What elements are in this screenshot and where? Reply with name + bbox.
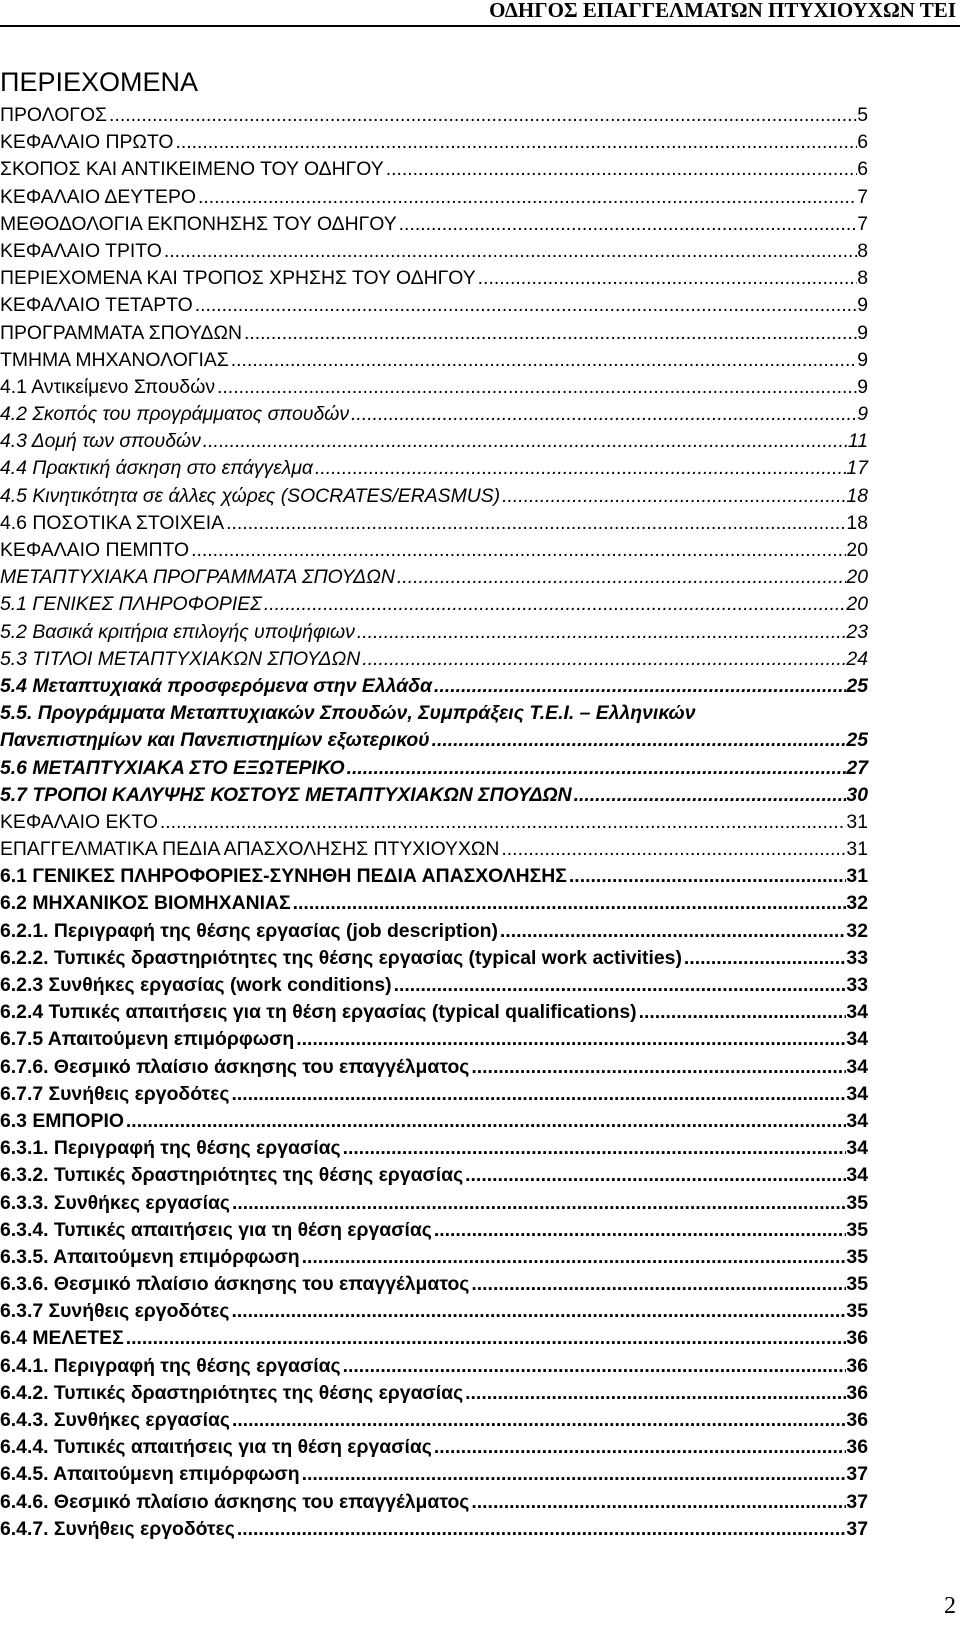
toc-entry-page: 34	[846, 1109, 868, 1132]
toc-entry-page: 32	[846, 919, 868, 942]
toc-entry[interactable]	[0, 809, 868, 836]
toc-entry-page: 7	[857, 212, 868, 235]
toc-entry[interactable]	[0, 1298, 868, 1325]
toc-entry-page: 11	[847, 430, 868, 453]
toc-entry-page: 34	[846, 1082, 868, 1105]
toc-entry[interactable]	[0, 184, 868, 211]
toc-entry-label: 4.5 Κινητικότητα σε άλλες χώρες (SOCRATES/ERASMUS)	[0, 484, 501, 507]
toc-entry-label: 6.7.5 Απαιτούμενη επιμόρφωση	[0, 1028, 295, 1051]
toc-entry-page: 8	[857, 267, 868, 290]
toc-entry[interactable]	[0, 129, 868, 156]
toc-entry[interactable]	[0, 347, 868, 374]
toc-leader-dots	[229, 1298, 846, 1325]
toc-leader-dots	[500, 483, 846, 510]
toc-leader-dots	[360, 646, 846, 673]
toc-entry[interactable]	[0, 1135, 868, 1162]
toc-entry-label: ΕΠΑΓΓΕΛΜΑΤΙΚΑ ΠΕΔΙΑ ΑΠΑΣΧΟΛΗΣΗΣ ΠΤΥΧΙΟΥΧΩΝ	[0, 838, 500, 861]
toc-entry-page: 20	[846, 593, 868, 616]
toc-entry-page: 35	[846, 1191, 868, 1214]
toc-entry-page: 37	[846, 1463, 868, 1486]
toc-entry-label: ΣΚΟΠΟΣ ΚΑΙ ΑΝΤΙΚΕΙΜΕΝΟ ΤΟΥ ΟΔΗΓΟΥ	[0, 158, 384, 181]
toc-leader-dots	[189, 537, 846, 564]
toc-entry[interactable]	[0, 999, 868, 1026]
toc-entry-label: 6.3.4. Τυπικές απαιτήσεις για τη θέση εργασίας	[0, 1218, 432, 1241]
toc-entry-label: 5.4 Μεταπτυχιακά προσφερόμενα στην Ελλάδα	[0, 674, 433, 697]
toc-entry[interactable]	[0, 1244, 868, 1271]
toc-entry[interactable]	[0, 455, 868, 482]
toc-entry-page: 9	[857, 321, 868, 344]
toc-entry-label: 5.7 ΤΡΟΠΟΙ ΚΑΛΥΨΗΣ ΚΟΣΤΟΥΣ ΜΕΤΑΠΤΥΧΙΑΚΩΝ ΣΠΟΥΔΩΝ	[0, 783, 572, 806]
toc-entry[interactable]	[0, 537, 868, 564]
toc-leader-dots	[498, 918, 847, 945]
toc-entry[interactable]	[0, 1489, 868, 1516]
toc-entry-page: 34	[846, 1137, 868, 1160]
toc-entry-page: 6	[857, 158, 868, 181]
toc-entry-page: 31	[846, 810, 868, 833]
toc-entry[interactable]	[0, 673, 868, 700]
toc-leader-dots	[158, 809, 847, 836]
toc-leader-dots	[235, 1516, 847, 1543]
toc-leader-dots	[463, 1380, 846, 1407]
toc-entry-label: 5.3 ΤΙΤΛΟΙ ΜΕΤΑΠΤΥΧΙΑΚΩΝ ΣΠΟΥΔΩΝ	[0, 647, 361, 670]
toc-entry-label: 6.3.6. Θεσμικό πλαίσιο άσκησης του επαγγέλματος	[0, 1273, 470, 1296]
toc-entry-label: 6.3.3. Συνθήκες εργασίας	[0, 1191, 230, 1214]
toc-entry-page: 17	[846, 457, 868, 480]
toc-entry-page: 18	[846, 484, 868, 507]
toc-leader-dots	[469, 1054, 846, 1081]
toc-entry[interactable]	[0, 890, 868, 917]
toc-entry-page: 8	[857, 239, 868, 262]
toc-entry-page: 25	[846, 729, 868, 752]
toc-leader-dots	[395, 564, 847, 591]
toc-entry[interactable]	[0, 836, 868, 863]
toc-entry-page: 23	[846, 620, 868, 643]
toc-entry-label: 6.7.7 Συνήθεις εργοδότες	[0, 1082, 230, 1105]
toc-leader-dots	[432, 1217, 847, 1244]
toc-entry[interactable]	[0, 401, 868, 428]
toc-entry-page: 36	[846, 1409, 868, 1431]
toc-leader-dots	[572, 782, 847, 809]
toc-entry-label: 6.4.7. Συνήθεις εργοδότες	[0, 1517, 235, 1540]
toc-entry-page: 37	[846, 1517, 868, 1540]
toc-leader-dots	[432, 1434, 847, 1461]
toc-entry-page: 35	[846, 1245, 868, 1268]
header-rule	[0, 25, 960, 27]
toc-entry-page: 37	[846, 1490, 868, 1513]
toc-leader-dots	[291, 890, 847, 917]
toc-entry-label: 6.3.5. Απαιτούμενη επιμόρφωση	[0, 1245, 300, 1268]
toc-leader-dots	[215, 374, 857, 401]
toc-entry-label: 6.3.7 Συνήθεις εργοδότες	[0, 1300, 230, 1323]
toc-leader-dots	[300, 1461, 847, 1488]
toc-title: ΠΕΡΙΕΧΟΜΕΝΑ	[0, 67, 199, 97]
toc-leader-dots	[124, 1325, 847, 1352]
toc-leader-dots	[682, 945, 847, 972]
toc-entry[interactable]	[0, 700, 868, 727]
toc-entry-label: ΠΕΡΙΕΧΟΜΕΝΑ ΚΑΙ ΤΡΟΠΟΣ ΧΡΗΣΗΣ ΤΟΥ ΟΔΗΓΟΥ	[0, 267, 476, 290]
toc-leader-dots	[637, 999, 847, 1026]
toc-entry[interactable]	[0, 1190, 868, 1217]
toc-entry-page: 34	[846, 1028, 868, 1051]
header-title: ΟΔΗΓΟΣ ΕΠΑΓΓΕΛΜΑΤΩΝ ΠΤΥΧΙΟΥΧΩΝ ΤΕΙ	[489, 0, 956, 22]
toc-entry[interactable]	[0, 863, 868, 890]
toc-entry-page: 34	[846, 1055, 868, 1078]
toc-entry[interactable]	[0, 211, 868, 238]
toc-entry-label: ΚΕΦΑΛΑΙΟ ΠΕΜΠΤΟ	[0, 539, 190, 561]
toc-entry-page: 5	[857, 104, 868, 126]
toc-leader-dots	[173, 129, 857, 156]
toc-entry[interactable]	[0, 1325, 868, 1352]
toc-entry-page: 9	[857, 403, 868, 426]
toc-entry[interactable]	[0, 1461, 868, 1488]
toc-entry[interactable]	[0, 1516, 868, 1543]
toc-entry[interactable]	[0, 156, 868, 183]
toc-entry[interactable]	[0, 1271, 868, 1298]
toc-leader-dots	[262, 591, 847, 618]
toc-entry-label: 5.2 Βασικά κριτήρια επιλογής υποψήφιων	[0, 620, 355, 643]
toc-leader-dots	[229, 1081, 846, 1108]
page-number: 2	[944, 1593, 956, 1619]
toc-entry-page: 31	[846, 838, 868, 861]
toc-leader-dots	[430, 727, 847, 754]
toc-entry-page: 35	[846, 1218, 868, 1241]
toc-leader-dots	[224, 510, 846, 537]
toc-entry-label: 6.3.1. Περιγραφή της θέσης εργασίας	[0, 1137, 341, 1160]
toc-entry-page: 34	[846, 1164, 868, 1187]
toc-entry[interactable]	[0, 619, 868, 646]
toc-entry[interactable]	[0, 510, 868, 537]
toc-entry-label: 5.1 ΓΕΝΙΚΕΣ ΠΛΗΡΟΦΟΡΙΕΣ	[0, 593, 262, 616]
toc-entry-label: 4.3 Δομή των σπουδών	[0, 430, 201, 453]
toc-entry-label: 6.4.4. Τυπικές απαιτήσεις για τη θέση εργασίας	[0, 1436, 432, 1459]
toc-entry-page: 35	[846, 1273, 868, 1296]
toc-leader-dots	[313, 455, 846, 482]
toc-leader-dots	[469, 1489, 846, 1516]
toc-leader-dots	[230, 1190, 846, 1217]
toc-entry[interactable]	[0, 727, 868, 754]
table-of-contents	[0, 102, 868, 1543]
toc-entry[interactable]	[0, 755, 868, 782]
toc-entry-label: 5.6 ΜΕΤΑΠΤΥΧΙΑΚΑ ΣΤΟ ΕΞΩΤΕΡΙΚΟ	[0, 756, 345, 779]
toc-entry[interactable]	[0, 292, 868, 319]
toc-entry-page: 32	[846, 892, 868, 915]
toc-entry[interactable]	[0, 238, 868, 265]
toc-entry-label: 6.3 ΕΜΠΟΡΙΟ	[0, 1109, 124, 1132]
toc-entry[interactable]	[0, 1162, 868, 1189]
toc-leader-dots	[230, 1407, 846, 1434]
toc-entry-page: 30	[846, 783, 868, 806]
toc-entry-label: ΚΕΦΑΛΑΙΟ ΔΕΥΤΕΡΟ	[0, 185, 196, 208]
toc-entry-label: ΚΕΦΑΛΑΙΟ ΤΡΙΤΟ	[0, 239, 162, 262]
toc-entry-page: 35	[846, 1300, 868, 1323]
toc-leader-dots	[384, 156, 858, 183]
toc-entry[interactable]	[0, 972, 868, 999]
toc-entry-label: 5.5. Προγράμματα Μεταπτυχιακών Σπουδών, Συμπράξεις Τ.Ε.Ι. – Ελληνικών	[0, 702, 696, 725]
toc-entry-label: 6.7.6. Θεσμικό πλαίσιο άσκησης του επαγγέλματος	[0, 1055, 470, 1078]
toc-entry-page: 31	[846, 865, 868, 888]
toc-entry[interactable]	[0, 265, 868, 292]
toc-entry[interactable]	[0, 374, 868, 401]
toc-leader-dots	[469, 1271, 846, 1298]
toc-entry-label: ΚΕΦΑΛΑΙΟ ΤΕΤΑΡΤΟ	[0, 294, 193, 317]
toc-entry[interactable]	[0, 1407, 868, 1434]
toc-entry-label: ΠΡΟΛΟΓΟΣ	[0, 104, 108, 126]
toc-entry-page: 18	[846, 511, 868, 534]
toc-entry[interactable]	[0, 1434, 868, 1461]
toc-entry[interactable]	[0, 918, 868, 945]
toc-leader-dots	[432, 673, 846, 700]
toc-leader-dots	[499, 836, 846, 863]
toc-entry[interactable]	[0, 646, 868, 673]
toc-entry-label: 6.2.4 Τυπικές απαιτήσεις για τη θέση εργασίας (typical qualifications)	[0, 1001, 637, 1024]
toc-entry[interactable]	[0, 1380, 868, 1407]
toc-leader-dots	[193, 292, 857, 319]
toc-leader-dots	[124, 1108, 847, 1135]
toc-leader-dots	[349, 401, 857, 428]
toc-entry-page: 20	[846, 539, 868, 561]
toc-entry[interactable]	[0, 1108, 868, 1135]
toc-entry[interactable]	[0, 1081, 868, 1108]
toc-entry-label: 6.1 ΓΕΝΙΚΕΣ ΠΛΗΡΟΦΟΡΙΕΣ-ΣΥΝΗΘΗ ΠΕΔΙΑ ΑΠΑΣΧΟΛΗΣΗΣ	[0, 865, 567, 888]
toc-entry-label: ΚΕΦΑΛΑΙΟ ΠΡΩΤΟ	[0, 131, 174, 154]
toc-leader-dots	[567, 863, 847, 890]
toc-entry-page: 36	[846, 1381, 868, 1404]
toc-entry[interactable]	[0, 1054, 868, 1081]
toc-entry[interactable]	[0, 320, 868, 347]
toc-entry[interactable]	[0, 1026, 868, 1053]
toc-entry[interactable]	[0, 591, 868, 618]
toc-entry-label: 6.4.6. Θεσμικό πλαίσιο άσκησης του επαγγέλματος	[0, 1490, 470, 1513]
toc-entry[interactable]	[0, 782, 868, 809]
toc-entry-label: 6.4 ΜΕΛΕΤΕΣ	[0, 1327, 124, 1350]
toc-entry[interactable]	[0, 945, 868, 972]
toc-entry[interactable]	[0, 102, 868, 129]
toc-leader-dots	[392, 972, 847, 999]
toc-leader-dots	[196, 184, 857, 211]
toc-entry-label: 4.2 Σκοπός του προγράμματος σπουδών	[0, 403, 350, 426]
toc-entry-label: 6.4.3. Συνθήκες εργασίας	[0, 1409, 230, 1431]
toc-entry-page: 36	[846, 1354, 868, 1377]
toc-leader-dots	[229, 347, 857, 374]
toc-entry-page: 20	[846, 566, 868, 589]
toc-entry-page: 33	[846, 974, 868, 996]
toc-entry-label: ΜΕΘΟΔΟΛΟΓΙΑ ΕΚΠΟΝΗΣΗΣ ΤΟΥ ΟΔΗΓΟΥ	[0, 212, 397, 235]
toc-entry-page: 25	[846, 674, 868, 697]
toc-entry-label: ΠΡΟΓΡΑΜΜΑΤΑ ΣΠΟΥΔΩΝ	[0, 321, 242, 344]
toc-entry-label: ΤΜΗΜΑ ΜΗΧΑΝΟΛΟΓΙΑΣ	[0, 348, 229, 371]
toc-entry-label: 6.4.2. Τυπικές δραστηριότητες της θέσης εργασίας	[0, 1381, 464, 1404]
toc-leader-dots	[463, 1162, 846, 1189]
toc-entry[interactable]	[0, 483, 868, 510]
toc-entry-page: 24	[846, 647, 868, 670]
toc-entry-label: 6.2.2. Τυπικές δραστηριότητες της θέσης εργασίας (typical work activities)	[0, 946, 682, 969]
toc-entry-page: 33	[846, 946, 868, 969]
toc-entry-label: 4.1 Αντικείμενο Σπουδών	[0, 375, 216, 398]
toc-leader-dots	[476, 265, 858, 292]
toc-leader-dots	[345, 755, 847, 782]
toc-entry-label: 6.2.1. Περιγραφή της θέσης εργασίας (job description)	[0, 919, 498, 942]
toc-entry[interactable]	[0, 564, 868, 591]
toc-entry-label: 6.2.3 Συνθήκες εργασίας (work conditions)	[0, 974, 392, 996]
toc-entry-page: 36	[846, 1327, 868, 1350]
toc-leader-dots	[294, 1026, 846, 1053]
toc-entry-page: 6	[857, 131, 868, 154]
toc-entry-label: 6.4.5. Απαιτούμενη επιμόρφωση	[0, 1463, 300, 1486]
toc-entry-page: 9	[857, 375, 868, 398]
toc-entry[interactable]	[0, 1353, 868, 1380]
toc-leader-dots	[397, 211, 858, 238]
toc-leader-dots	[341, 1135, 847, 1162]
toc-entry-label: 6.2 ΜΗΧΑΝΙΚΟΣ ΒΙΟΜΗΧΑΝΙΑΣ	[0, 892, 291, 915]
toc-leader-dots	[242, 320, 857, 347]
toc-entry-label: 4.6 ΠΟΣΟΤΙΚΑ ΣΤΟΙΧΕΙΑ	[0, 511, 225, 534]
toc-entry[interactable]	[0, 1217, 868, 1244]
toc-leader-dots	[201, 428, 848, 455]
toc-entry-page: 7	[857, 185, 868, 208]
toc-entry-label: Πανεπιστημίων και Πανεπιστημίων εξωτερικού	[0, 729, 430, 752]
toc-leader-dots	[162, 238, 857, 265]
toc-entry-page: 34	[846, 1001, 868, 1024]
toc-entry-label: 6.3.2. Τυπικές δραστηριότητες της θέσης εργασίας	[0, 1164, 464, 1187]
toc-entry-page: 36	[846, 1436, 868, 1459]
toc-entry-label: 6.4.1. Περιγραφή της θέσης εργασίας	[0, 1354, 341, 1377]
toc-leader-dots	[107, 102, 857, 129]
toc-leader-dots	[300, 1244, 847, 1271]
toc-entry-page: 9	[857, 294, 868, 317]
toc-leader-dots	[341, 1353, 847, 1380]
toc-entry-page: 9	[857, 348, 868, 371]
toc-entry-label: ΜΕΤΑΠΤΥΧΙΑΚΑ ΠΡΟΓΡΑΜΜΑΤΑ ΣΠΟΥΔΩΝ	[0, 566, 395, 589]
toc-entry-label: ΚΕΦΑΛΑΙΟ ΕΚΤΟ	[0, 810, 158, 833]
toc-entry[interactable]	[0, 428, 868, 455]
toc-leader-dots	[355, 619, 847, 646]
toc-entry-label: 4.4 Πρακτική άσκηση στο επάγγελμα	[0, 457, 313, 480]
running-header	[0, 0, 960, 44]
toc-entry-page: 27	[846, 756, 868, 779]
